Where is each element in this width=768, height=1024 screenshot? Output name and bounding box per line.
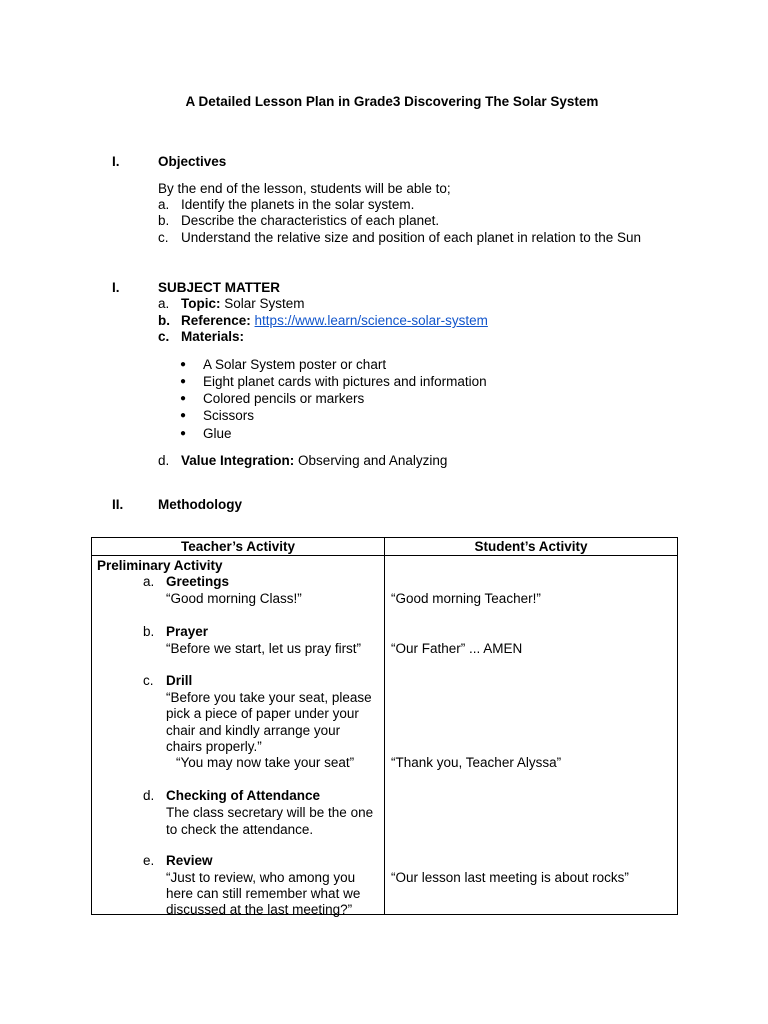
materials-label: Materials: [181,329,245,344]
topic-value: Solar System [224,296,305,311]
activity-table [91,537,678,915]
teacher-line: “Before we start, let us pray first” [166,641,362,656]
teacher-line: discussed at the last meeting?” [166,902,353,917]
prayer-letter: b. [143,624,155,639]
student-activity-header: Student’s Activity [385,538,678,556]
teacher-activity-cell [92,556,385,915]
student-response: “Our Father” ... AMEN [391,641,523,656]
teacher-line: pick a piece of paper under your [166,706,359,721]
drill-letter: c. [143,673,154,688]
review-title: Review [166,853,213,868]
teacher-line: “You may now take your seat” [176,755,355,770]
attendance-letter: d. [143,788,155,803]
bullet-icon: ● [180,428,187,439]
objective-letter: a. [158,197,170,212]
teacher-line: here can still remember what we [166,886,361,901]
teacher-line: “Good morning Class!” [166,591,302,606]
student-activity-cell [385,556,678,915]
reference-letter: b. [158,313,170,328]
bullet-icon: ● [180,393,187,404]
teacher-line: to check the attendance. [166,822,314,837]
objective-item: Understand the relative size and position of each planet in relation to the Sun [181,230,642,245]
objectives-numeral: I. [112,154,120,169]
bullet-icon: ● [180,410,187,421]
subject-matter-heading: SUBJECT MATTER [158,280,281,295]
teacher-line: chair and kindly arrange your [166,723,341,738]
value-integration-letter: d. [158,453,170,468]
teacher-line: “Before you take your seat, please [166,690,372,705]
greetings-title: Greetings [166,574,230,589]
material-item: Scissors [203,408,255,423]
teacher-line: “Just to review, who among you [166,870,356,885]
bullet-icon: ● [180,376,187,387]
document-title: A Detailed Lesson Plan in Grade3 Discovering The Solar System [185,94,599,109]
objective-letter: b. [158,213,170,228]
value-integration-value: Observing and Analyzing [298,453,448,468]
material-item: Eight planet cards with pictures and information [203,374,487,389]
topic-line [181,295,305,312]
reference-label: Reference: [181,313,251,328]
objective-item: Describe the characteristics of each planet. [181,213,440,228]
objective-letter: c. [158,230,169,245]
drill-title: Drill [166,673,193,688]
material-item: Colored pencils or markers [203,391,365,406]
value-integration-line [181,452,447,469]
methodology-numeral: II. [112,497,124,512]
objectives-heading: Objectives [158,154,227,169]
methodology-heading: Methodology [158,497,242,512]
topic-label: Topic: [181,296,221,311]
material-item: A Solar System poster or chart [203,357,387,372]
review-letter: e. [143,853,155,868]
teacher-activity-header: Teacher’s Activity [92,538,385,556]
material-item: Glue [203,426,232,441]
teacher-line: The class secretary will be the one [166,805,374,820]
objectives-intro: By the end of the lesson, students will be able to; [158,181,451,196]
subject-matter-numeral: I. [112,280,120,295]
student-response: “Good morning Teacher!” [391,591,541,606]
teacher-line: chairs properly.” [166,739,262,754]
bullet-icon: ● [180,359,187,370]
greetings-letter: a. [143,574,155,589]
attendance-title: Checking of Attendance [166,788,321,803]
reference-link[interactable]: https://www.learn/science-solar-system [254,313,488,328]
value-integration-label: Value Integration: [181,453,295,468]
topic-letter: a. [158,296,170,311]
prayer-title: Prayer [166,624,209,639]
student-response: “Our lesson last meeting is about rocks” [391,870,629,885]
student-response: “Thank you, Teacher Alyssa” [391,755,562,770]
reference-line [181,312,488,329]
objective-item: Identify the planets in the solar system. [181,197,415,212]
preliminary-activity-label: Preliminary Activity [97,558,223,573]
materials-letter: c. [158,329,170,344]
